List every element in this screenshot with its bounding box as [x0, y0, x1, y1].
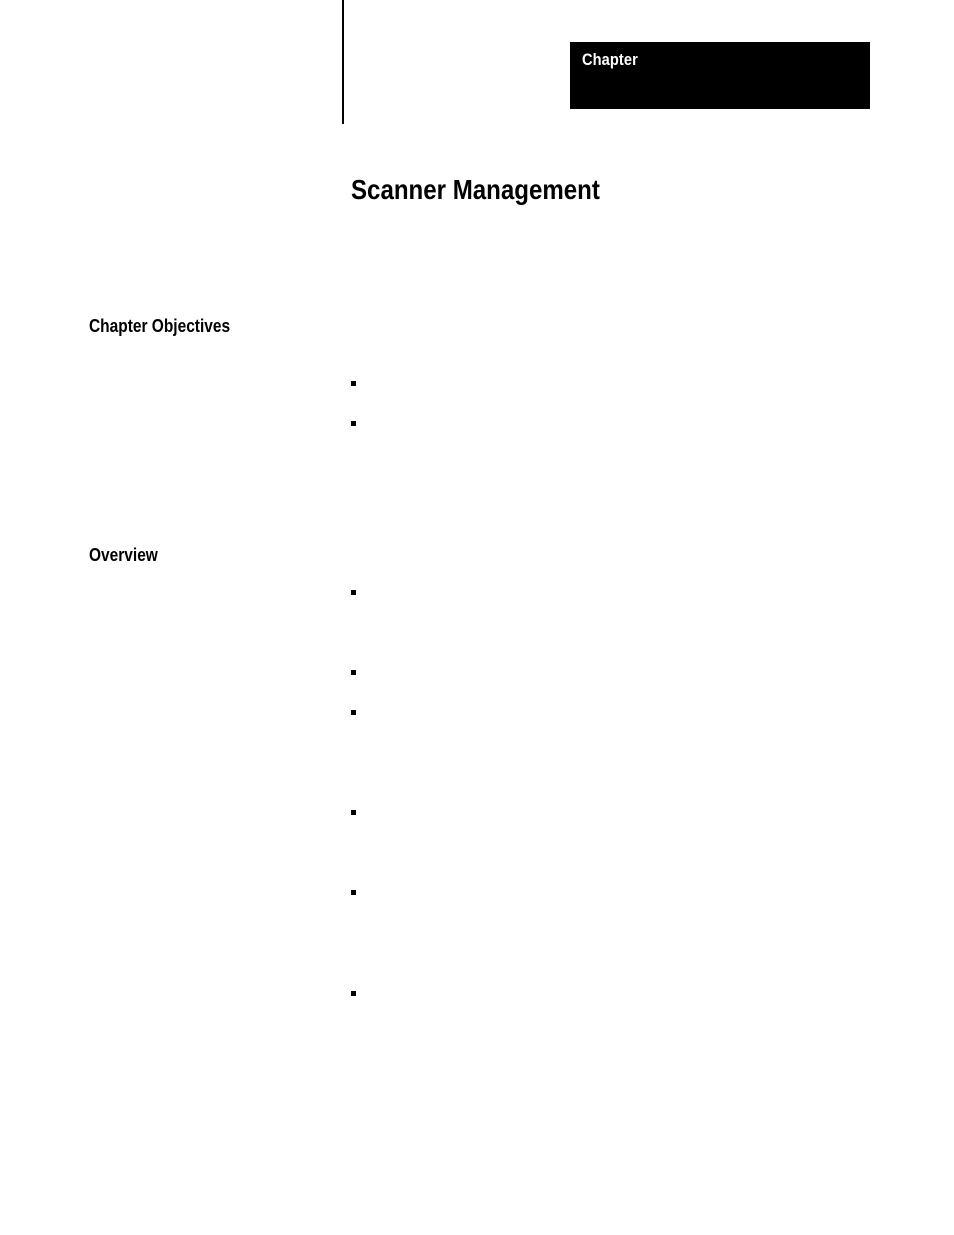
- section-heading-chapter-objectives: Chapter Objectives: [89, 316, 231, 336]
- margin-rule: [342, 0, 344, 124]
- chapter-label: Chapter: [582, 50, 638, 69]
- overview-bullet: [351, 890, 356, 895]
- page-title: Scanner Management: [351, 174, 600, 205]
- section-heading-overview: Overview: [89, 545, 158, 565]
- overview-bullet: [351, 710, 356, 715]
- chapter-tab: [570, 42, 870, 109]
- objectives-bullet: [351, 421, 356, 426]
- overview-bullet: [351, 991, 356, 996]
- objectives-bullet: [351, 381, 356, 386]
- overview-bullet: [351, 590, 356, 595]
- overview-bullet: [351, 810, 356, 815]
- overview-bullet: [351, 670, 356, 675]
